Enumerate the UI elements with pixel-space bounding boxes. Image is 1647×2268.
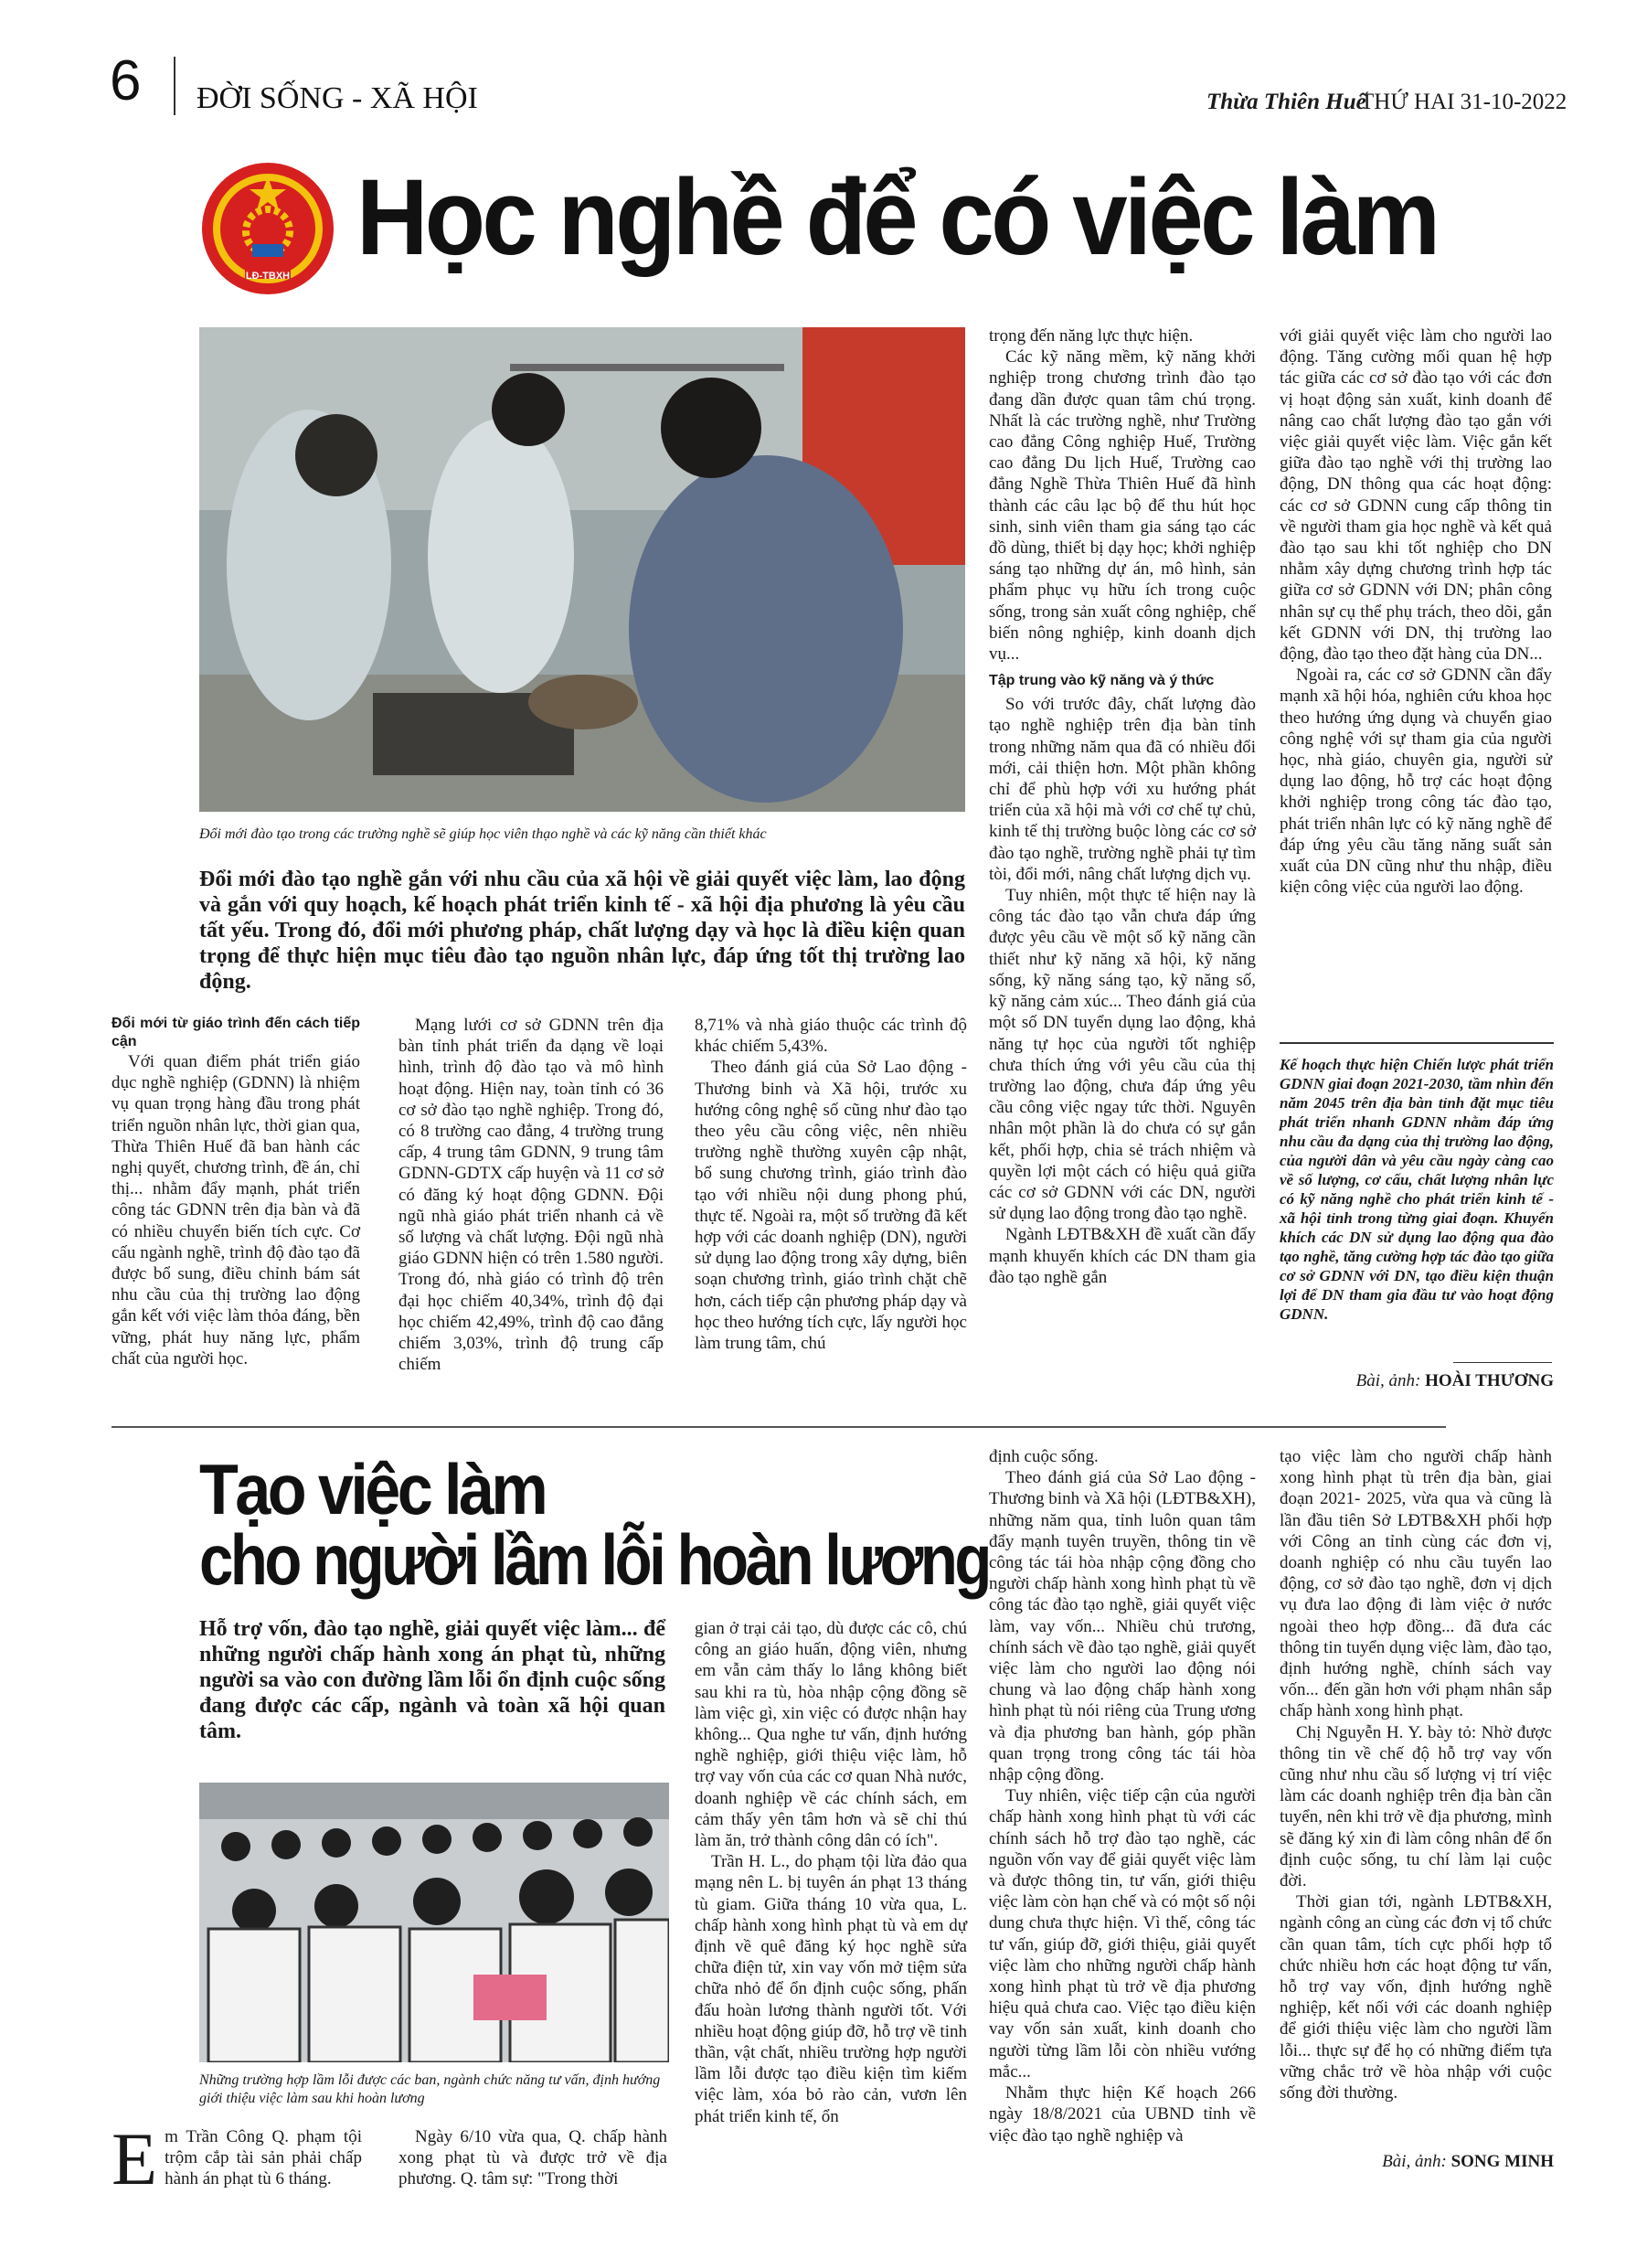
logo-text: LĐ-TBXH (245, 271, 291, 282)
drop-cap: E (112, 2117, 158, 2200)
byline-name: HOÀI THƯƠNG (1425, 1371, 1554, 1390)
article2-byline (1280, 2152, 1554, 2172)
article2-col1 (112, 2117, 362, 2200)
paragraph: m Trần Công Q. phạm tội trộm cắp tài sản phải chấp hành án phạt tù 6 tháng. (165, 2127, 362, 2189)
paragraph: Theo đánh giá của Sở Lao động - Thương binh và Xã hội (LĐTB&XH), những năm qua, tỉnh luôn quan tâm đẩy mạnh tuyên truyền, thông tin về công tác tái hòa nhập cộng đồng cho người chấp hành xong hình phạt tù về công tác đào tạo nghề, giải quyết việc làm, vay vốn... Nhiều chủ trương, chính sách về đào tạo nghề, giải quyết việc làm cho người lao động nói chung và lao động chấp hành xong hình phạt tù nói riêng của Trung ương và địa phương ban hành, góp phần quan trọng trong công tác tái hòa nhập cộng đồng. (989, 1468, 1256, 1785)
article2-photo (199, 1783, 669, 2062)
byline-label: Bài, ảnh: (1355, 1371, 1421, 1390)
article2-lead: Hỗ trợ vốn, đào tạo nghề, giải quyết việc làm... để những người chấp hành xong án phạt tù, những người sa vào con đường lầm lỗi ổn định cuộc sống đang được các cấp, ngành và toàn xã hội quan tâm. (199, 1617, 665, 1743)
paragraph: với giải quyết việc làm cho người lao động. Tăng cường mối quan hệ hợp tác giữa các cơ sở đào tạo với các đơn vị hoạt động sản xuất, kinh doanh để nâng cao chất lượng đào tạo gắn với việc giải quyết việc làm. Việc gắn kết giữa đào tạo nghề với thị trường lao động, DN thông qua các hoạt động: các cơ sở GDNN cung cấp thông tin về người tham gia học nghề và kết quả đào tạo sau khi tốt nghiệp cho DN nhằm xây dựng chương trình hợp tác giữa cơ sở GDNN với DN; phân công nhân sự cụ thể phụ trách, theo dõi, gắn kết GDNN với DN, thị trường lao động, đào tạo theo đặt hàng của DN... (1280, 326, 1552, 665)
article1-lead: Đổi mới đào tạo nghề gắn với nhu cầu của xã hội về giải quyết việc làm, lao động và gắn với quy hoạch, kế hoạch phát triển kinh tế - xã hội địa phương là yêu cầu tất yếu. Trong đó, đổi mới phương pháp, chất lượng dạy và học là điều kiện quan trọng để thực hiện mục tiêu đào tạo nguồn nhân lực, đáp ứng tốt thị trường lao động. (199, 868, 965, 994)
paragraph: Các kỹ năng mềm, kỹ năng khởi nghiệp trong chương trình đào tạo đang dần được quan tâm chú trọng. Nhất là các trường nghề, như Trường cao đẳng Công nghiệp Huế, Trường cao đẳng Du lịch Huế, Trường cao đẳng Nghề Thừa Thiên Huế đã hình thành các câu lạc bộ để thu hút học sinh, sinh viên tham gia sáng tạo các đồ dùng, thiết bị dạy học; khởi nghiệp sáng tạo những dự án, mô hình, sản phẩm phục vụ hữu ích trong cuộc sống, trong sản xuất công nghiệp, chế biến nông nghiệp, kinh doanh dịch vụ... (989, 347, 1256, 665)
article1-col1 (112, 1015, 360, 1369)
paragraph: Ngày 6/10 vừa qua, Q. chấp hành xong phạt tù và được trở về địa phương. Q. tâm sự: "Trong thời (398, 2127, 667, 2189)
paragraph: Tuy nhiên, một thực tế hiện nay là công tác đào tạo vẫn chưa đáp ứng được yêu cầu về một số kỹ năng cần thiết như kỹ năng xã hội, kỹ năng sống, kỹ năng sáng tạo, kỹ năng số, kỹ năng cảm xúc... Theo đánh giá của một số DN tuyển dụng lao động, khả năng tự học của người tốt nghiệp chưa thích ứng với yêu cầu của thị trường lao động, chưa đáp ứng yêu cầu công việc ngay tức thời. Nguyên nhân một phần là do chưa có sự gắn kết, phối hợp, chia sẻ trách nhiệm và quyền lợi một cách có hiệu quả giữa các cơ sở GDNN với các DN, người sử dụng lao động trong đào tạo nghề. (989, 886, 1256, 1224)
article1-byline (1280, 1371, 1554, 1391)
byline-label: Bài, ảnh: (1382, 2152, 1447, 2171)
paragraph: Với quan điểm phát triển giáo dục nghề nghiệp (GDNN) là nhiệm vụ quan trọng hàng đầu trong phát triển nguồn nhân lực, thời gian qua, Thừa Thiên Huế đã ban hành các nghị quyết, chương trình, đề án, chỉ thị... nhằm đẩy mạnh, phát triển công tác GDNN trên địa bàn và đã có nhiều chuyển biến tích cực. Cơ cấu ngành nghề, trình độ đào tạo đã được bổ sung, điều chỉnh bám sát nhu cầu của thị trường lao động gắn kết với việc làm thỏa đáng, bền vững, phát huy năng lực, phẩm chất của người học. (112, 1052, 360, 1368)
header-divider (174, 57, 175, 115)
paragraph: So với trước đây, chất lượng đào tạo nghề nghiệp trên địa bàn tỉnh trong những năm qua đã có nhiều đổi mới, cải thiện hơn. Một phần không chỉ để phù hợp với xu hướng phát triển của xã hội mà với cơ chế tự chủ, kinh tế thị trường buộc lòng các cơ sở đào tạo nghề, trường nghề phải tự tìm tòi, đổi mới, nâng chất lượng dịch vụ. (989, 695, 1256, 884)
paragraph: Theo đánh giá của Sở Lao động - Thương binh và Xã hội, trước xu hướng công nghệ số cũng như đào tạo theo yêu cầu công việc, nên nhiều trường nghề thường xuyên cập nhật, bổ sung chương trình, giáo trình đào tạo với nhiều nội dung phong phú, thực tế. Ngoài ra, một số trường đã kết hợp với các doanh nghiệp (DN), người sử dụng lao động trong xây dựng, biên soạn chương trình, giáo trình chặt chẽ hơn, cách tiếp cận phương pháp dạy và học theo hướng tích cực, lấy người học làm trung tâm, chú (695, 1058, 967, 1354)
article-divider (112, 1426, 1446, 1428)
article2-col3 (695, 1618, 967, 2127)
paragraph: Thời gian tới, ngành LĐTB&XH, ngành công an cùng các đơn vị tổ chức cần quan tâm, tích cực phối hợp tổ chức nhiều hơn các hoạt động tư vấn, hỗ trợ vay vốn, định hướng nghề nghiệp, kết nối với các doanh nghiệp để giới thiệu việc làm cho người lầm lỗi... thực sự để họ có những điểm tựa vững chắc trở về hòa nhập với cuộc sống đời thường. (1280, 1892, 1552, 2103)
paragraph: định cuộc sống. (989, 1447, 1099, 1466)
section-name: ĐỜI SỐNG - XÃ HỘI (197, 81, 478, 115)
article2-photo-caption: Những trường hợp lầm lỗi được các ban, ngành chức năng tư vấn, định hướng giới thiệu việc làm sau khi hoàn lương (199, 2072, 661, 2106)
paragraph: trọng đến năng lực thực hiện. (989, 326, 1194, 346)
paragraph: tạo việc làm cho người chấp hành xong hình phạt tù trên địa bàn, giai đoạn 2021- 2025, vừa qua và cũng là lần đầu tiên Sở LĐTB&XH phối hợp với Công an tỉnh cùng các đơn vị, doanh nghiệp có nhu cầu tuyển lao động, cơ sở đào tạo nghề, đơn vị dịch vụ đưa lao động đi làm việc ở nước ngoài theo hợp đồng... đã đưa các thông tin tuyển dụng việc làm, đào tạo, định hướng nghề, chính sách vay vốn... đến gần hơn với phạm nhân sắp chấp hành xong hình phạt. (1280, 1447, 1552, 1721)
article1-col4 (989, 325, 1256, 1288)
article1-title: Học nghề để có việc làm (356, 157, 1438, 278)
paragraph: Ngành LĐTB&XH đề xuất cần đẩy mạnh khuyến khích các DN tham gia đào tạo nghề gắn (989, 1225, 1256, 1287)
issue-date: THỨ HAI 31-10-2022 (1360, 90, 1567, 114)
article2-title-line2: cho người lầm lỗi hoàn lương (199, 1519, 989, 1600)
paper-name: Thừa Thiên Huế (1206, 90, 1366, 114)
paragraph: Ngoài ra, các cơ sở GDNN cần đẩy mạnh xã hội hóa, nghiên cứu khoa học theo hướng ứng dụng và chuyển giao công nghệ với sự tham gia của người học, nhà giáo, chuyên gia, người sử dụng lao động, hỗ trợ các hoạt động khởi nghiệp trong công tác đào tạo, phát triển nhân lực có kỹ năng nghề để đáp ứng yêu cầu tăng năng suất sản xuất của DN cũng như thu nhập, điều kiện công việc của người lao động. (1280, 665, 1552, 898)
article1-highlight-box: Kế hoạch thực hiện Chiến lược phát triển GDNN giai đoạn 2021-2030, tầm nhìn đến năm 2045 trên địa bàn tỉnh đặt mục tiêu phát triển nhanh GDNN nhằm đáp ứng nhu cầu đa dạng của thị trường lao động, của người dân và yêu cầu ngày càng cao về số lượng, cơ cấu, chất lượng nhân lực có kỹ năng nghề cho phát triển kinh tế - xã hội tỉnh trong từng giai đoạn. Khuyến khích các DN sử dụng lao động qua đào tạo nghề, tăng cường hợp tác đào tạo giữa cơ sở GDNN với DN, tạo điều kiện thuận lợi để DN tham gia đầu tư vào hoạt động GDNN. (1280, 1056, 1554, 1323)
ministry-labor-emblem-icon (199, 160, 336, 297)
paragraph: 8,71% và nhà giáo thuộc các trình độ khác chiếm 5,43%. (695, 1016, 967, 1057)
article1-col3 (695, 1015, 967, 1354)
article2-col4 (989, 1446, 1256, 2146)
paragraph: Nhằm thực hiện Kế hoạch 266 ngày 18/8/2021 của UBND tỉnh về việc đào tạo nghề nghiệp và (989, 2083, 1256, 2146)
article1-subheading-2: Tập trung vào kỹ năng và ý thức (989, 673, 1215, 689)
page-number: 6 (110, 49, 142, 112)
article2-col5 (1280, 1446, 1552, 2103)
article1-subheading-1: Đổi mới từ giáo trình đến cách tiếp cận (112, 1016, 360, 1049)
article1-col5 (1280, 325, 1552, 898)
article1-byline-rule (1453, 1362, 1552, 1363)
paragraph: Tuy nhiên, việc tiếp cận của người chấp hành xong hình phạt tù với các chính sách hỗ trợ đào tạo nghề, các nguồn vốn vay để giải quyết việc làm và được thông tin, tư vấn, giới thiệu việc làm còn hạn chế và có một số nội dung chưa thực hiện. Vì thế, công tác tư vấn, giúp đỡ, giới thiệu, giải quyết việc làm cho những người chấp hành xong hình phạt tù trở về địa phương hiệu quả chưa cao. Việc tạo điều kiện vay vốn sản xuất, kinh doanh cho người từng lầm lỗi còn nhiều vướng mắc... (989, 1786, 1256, 2082)
paragraph: Trần H. L., do phạm tội lừa đảo qua mạng nên L. bị tuyên án phạt 13 tháng tù giam. Giữa tháng 10 vừa qua, L. chấp hành xong hình phạt tù và em dự định về quê đăng ký học nghề sửa chữa điện tử, xin vay vốn mở tiệm sửa chữa nhỏ để ổn định cuộc sống, phấn đấu hoàn lương thành người tốt. Với nhiều hoạt động giúp đỡ, hỗ trợ về tinh thần, vật chất, nhiều trường hợp người lầm lỗi được tạo điều kiện tìm kiếm việc làm, xóa bỏ rào cản, vươn lên phát triển kinh tế, ổn (695, 1852, 967, 2126)
article1-col2 (398, 1015, 664, 1375)
article2-col2 (398, 2126, 667, 2190)
article1-photo-caption: Đổi mới đào tạo trong các trường nghề sẽ giúp học viên thạo nghề và các kỹ năng cần thiết khác (199, 826, 767, 842)
paragraph: gian ở trại cải tạo, dù được các cô, chú công an giáo huấn, động viên, nhưng em vẫn cảm thấy lo lắng không biết sau khi ra tù, hòa nhập cộng đồng sẽ làm việc gì, xin việc có được nhận hay không... Qua nghe tư vấn, định hướng nghề nghiệp, giới thiệu việc làm, hỗ trợ vay vốn của các cơ quan Nhà nước, doanh nghiệp về các chính sách, em cảm thấy yên tâm hơn và sẽ chỉ thú làm ăn, trở thành công dân có ích". (695, 1619, 967, 1851)
byline-name: SONG MINH (1450, 2152, 1554, 2171)
article1-photo (199, 327, 965, 812)
paragraph: Chị Nguyễn H. Y. bày tỏ: Nhờ được thông tin về chế độ hỗ trợ vay vốn cũng như nhu cầu số lượng vị trí việc làm các doanh nghiệp trên địa bàn cần tuyển, nên khi trở về địa phương, mình sẽ đăng ký xin đi làm công nhân để ổn định cuộc sống, tu chí làm lại cuộc đời. (1280, 1722, 1552, 1891)
article2-title-line1: Tạo việc làm (199, 1449, 546, 1529)
paragraph: Mạng lưới cơ sở GDNN trên địa bàn tỉnh phát triển đa dạng về loại hình, trình độ đào tạo và mô hình hoạt động. Hiện nay, toàn tỉnh có 36 cơ sở đào tạo nghề nghiệp. Trong đó, có 8 trường cao đẳng, 4 trường trung cấp, 4 trung tâm GDNN, 9 trung tâm GDNN-GDTX cấp huyện và 11 cơ sở có đăng ký hoạt động GDNN. Đội ngũ nhà giáo phát triển nhanh cả về số lượng và chất lượng. Đội ngũ nhà giáo GDNN hiện có trên 1.580 người. Trong đó, nhà giáo có trình độ trên đại học chiếm 40,34%, trình độ đại học chiếm 42,49%, trình độ cao đẳng chiếm 3,03%, trình độ trung cấp chiếm (398, 1016, 664, 1375)
article1-box-rule (1280, 1042, 1554, 1044)
